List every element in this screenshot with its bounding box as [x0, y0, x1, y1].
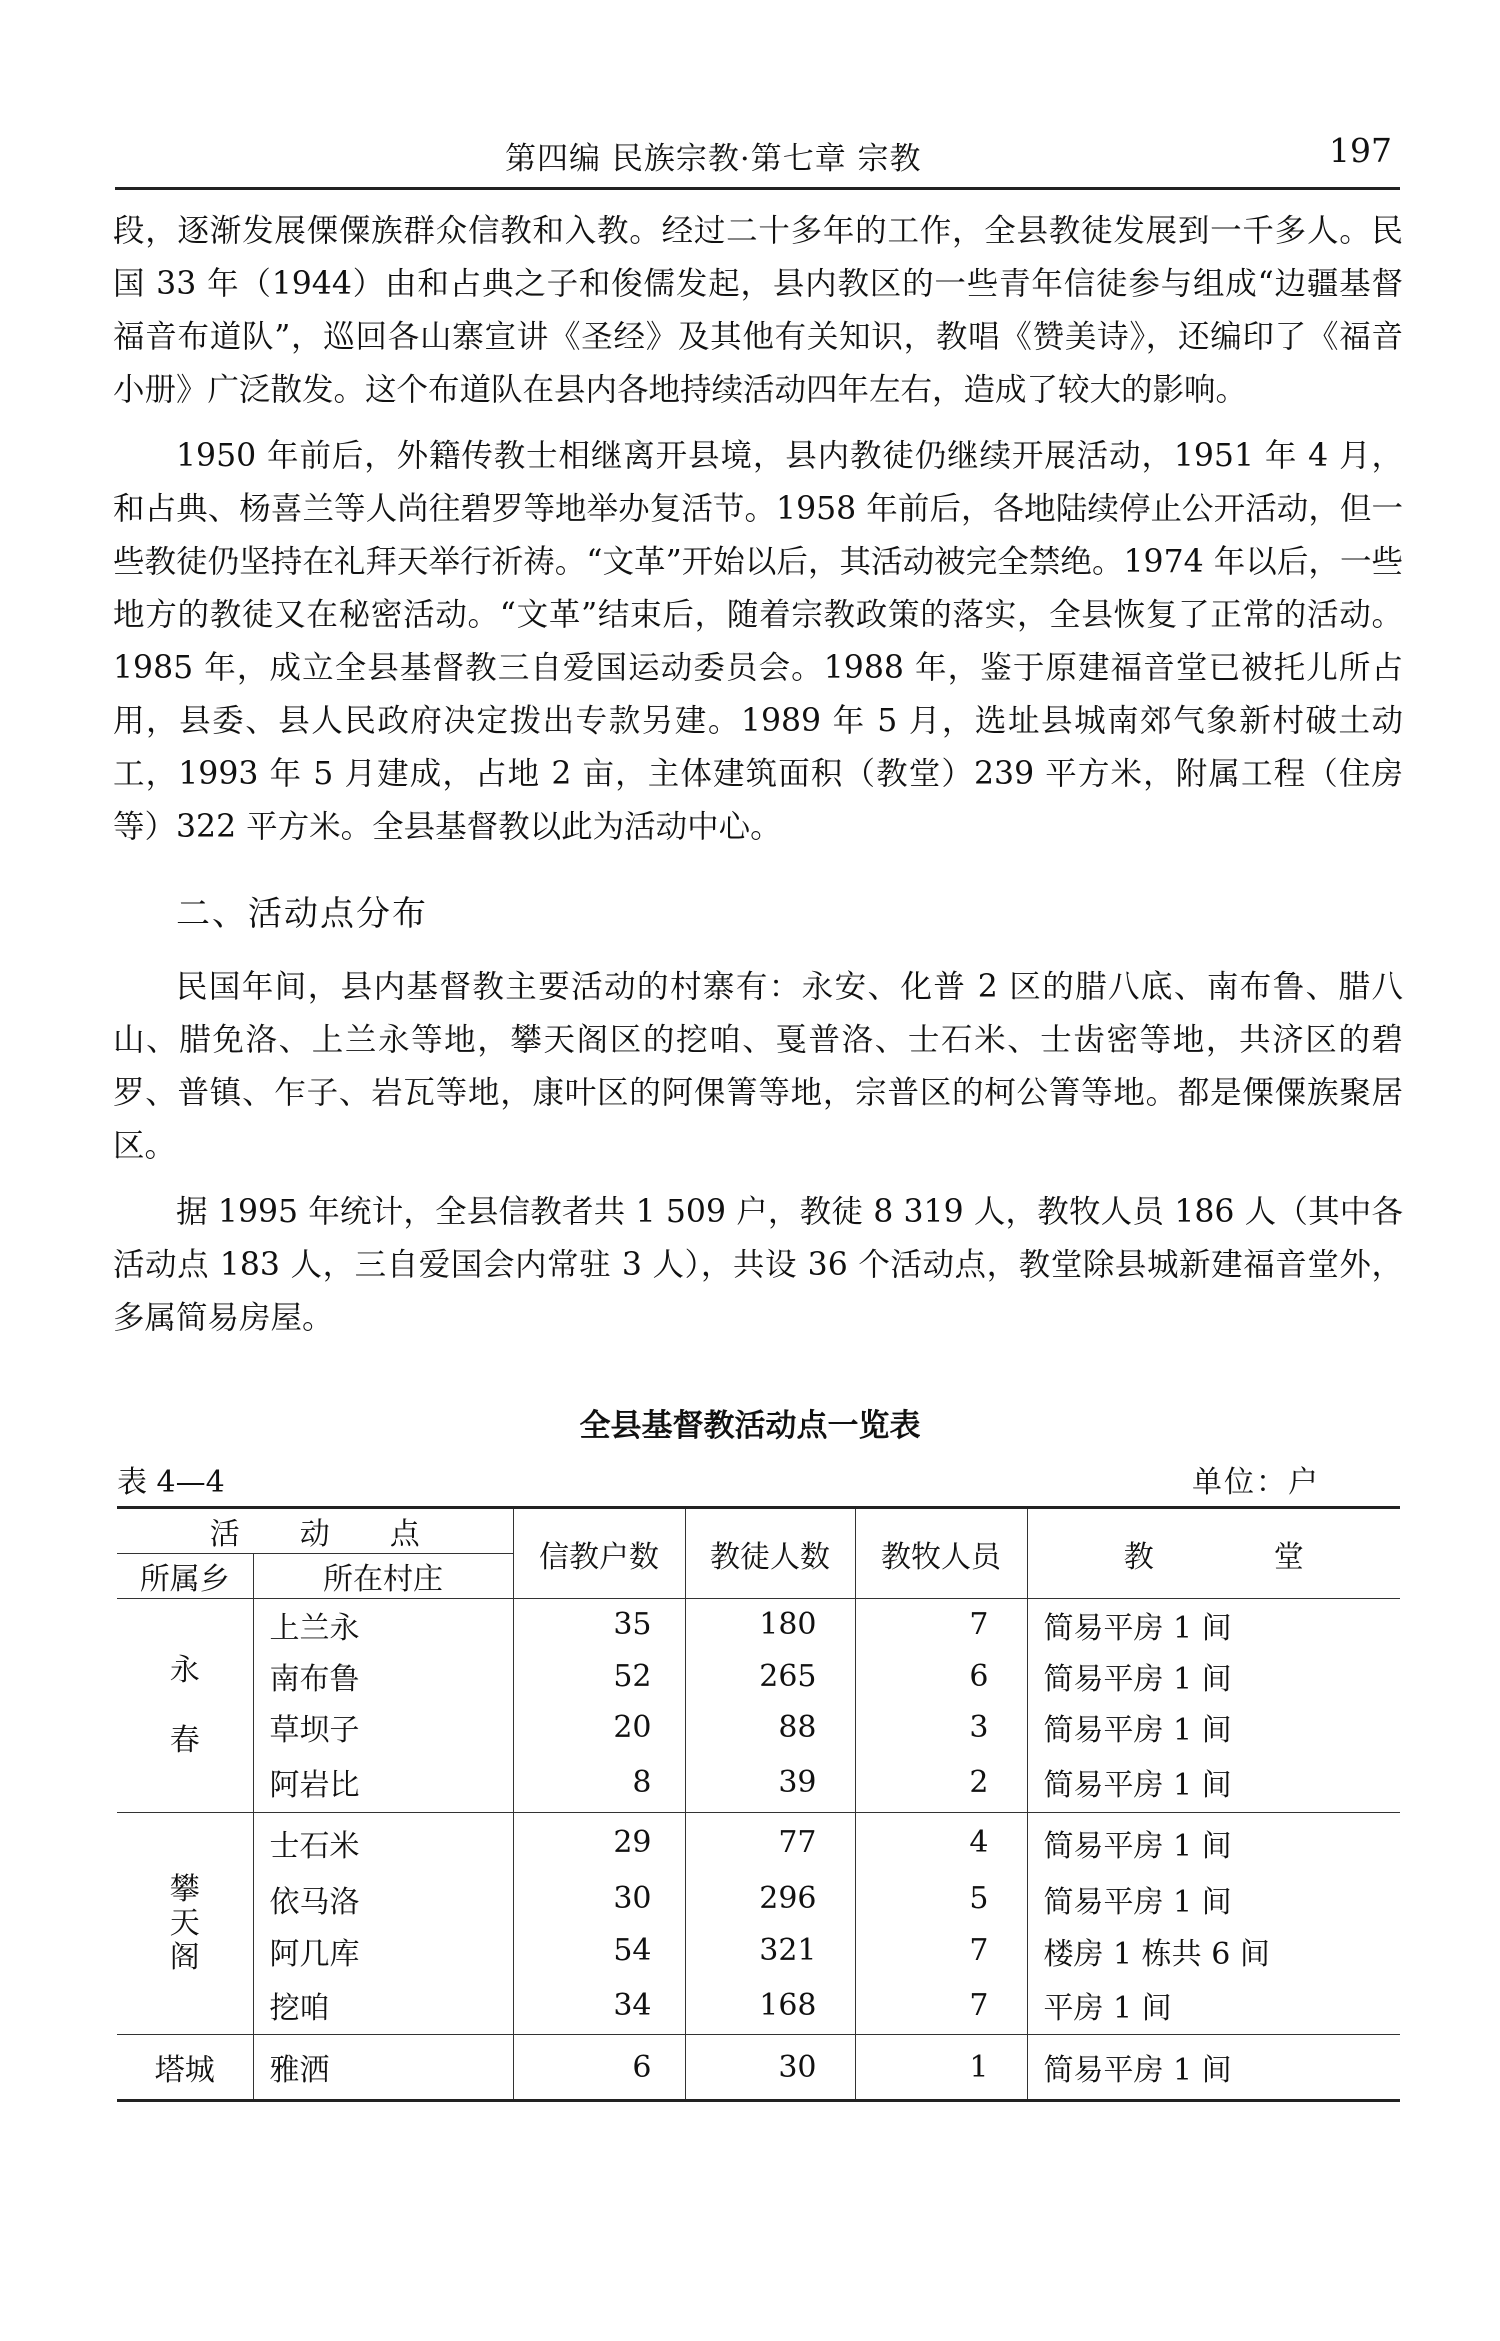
paragraph-4: 据 1995 年统计，全县信教者共 1 509 户，教徒 8 319 人，教牧人员 186 人（其中各活动点 183 人，三自爱国会内常驻 3 人），共设 36 个活动点，教堂除县城新建福音堂外，多属简易房屋。 — [113, 1194, 1403, 1336]
village-cell: 草坝子 — [253, 1702, 513, 1753]
believers-cell: 39 — [685, 1753, 855, 1813]
believers-cell: 88 — [685, 1702, 855, 1753]
village-cell: 士石米 — [253, 1813, 513, 1873]
village-cell: 南布鲁 — [253, 1651, 513, 1702]
clergy-cell: 4 — [855, 1813, 1027, 1873]
table-row — [117, 1813, 1400, 1873]
households-cell: 29 — [513, 1813, 685, 1873]
believers-cell: 77 — [685, 1813, 855, 1873]
believers-cell: 180 — [685, 1599, 855, 1651]
believers-cell: 296 — [685, 1873, 855, 1925]
chapter-title: 第四编 民族宗教·第七章 宗教 — [505, 141, 922, 177]
households-cell: 35 — [513, 1599, 685, 1651]
church-cell: 简易平房 1 间 — [1027, 1813, 1400, 1873]
table-row — [117, 1702, 1400, 1753]
township-cell: 塔城 — [154, 2053, 215, 2088]
church-sites-table — [117, 1506, 1400, 2102]
clergy-cell: 7 — [855, 1925, 1027, 1977]
church-cell: 楼房 1 栋共 6 间 — [1027, 1925, 1400, 1977]
village-cell: 上兰永 — [253, 1599, 513, 1651]
believers-cell: 321 — [685, 1925, 855, 1977]
believers-cell: 168 — [685, 1977, 855, 2035]
church-cell: 简易平房 1 间 — [1027, 1702, 1400, 1753]
believers-cell: 30 — [685, 2035, 855, 2101]
church-cell: 简易平房 1 间 — [1027, 2035, 1400, 2101]
header-village: 所在村庄 — [253, 1554, 513, 1599]
paragraph-2: 1950 年前后，外籍传教士相继离开县境，县内教徒仍继续开展活动，1951 年 4 月，和占典、杨喜兰等人尚往碧罗等地举办复活节。1958 年前后，各地陆续停止公开活动，但一些教徒仍坚持在礼拜天举行祈祷。“文革”开始以后，其活动被完全禁绝。1974 年以后，一些地方的教徒又在秘密活动。“文革”结束后，随着宗教政策的落实，全县恢复了正常的活动。1985 年，成立全县基督教三自爱国运动委员会。1988 年，鉴于原建福音堂已被托儿所占用，县委、县人民政府决定拨出专款另建。1989 年 5 月，选址县城南郊气象新村破土动工，1993 年 5 月建成，占地 2 亩，主体建筑面积（教堂）239 平方米，附属工程（住房等）322 平方米。全县基督教以此为活动中心。 — [113, 438, 1403, 845]
header-activity-point: 活 动 点 — [117, 1508, 513, 1554]
households-cell: 34 — [513, 1977, 685, 2035]
page-number: 197 — [1329, 131, 1392, 170]
table-row — [117, 1873, 1400, 1925]
village-cell: 雅洒 — [253, 2035, 513, 2101]
church-cell: 简易平房 1 间 — [1027, 1873, 1400, 1925]
table-row — [117, 2035, 1400, 2101]
table-row — [117, 1651, 1400, 1702]
believers-cell: 265 — [685, 1651, 855, 1702]
clergy-cell: 3 — [855, 1702, 1027, 1753]
clergy-cell: 2 — [855, 1753, 1027, 1813]
households-cell: 6 — [513, 2035, 685, 2101]
table-row — [117, 1925, 1400, 1977]
church-cell: 简易平房 1 间 — [1027, 1651, 1400, 1702]
header-township: 所属乡 — [139, 1562, 230, 1597]
clergy-cell: 7 — [855, 1599, 1027, 1651]
header-clergy: 教牧人员 — [855, 1508, 1027, 1599]
township-cell: 攀 天 阁 — [169, 1871, 200, 1975]
township-cell: 永 春 — [169, 1652, 200, 1758]
paragraph-3: 民国年间，县内基督教主要活动的村寨有：永安、化普 2 区的腊八底、南布鲁、腊八山、腊免洛、上兰永等地，攀天阁区的挖咱、戛普洛、士石米、士齿密等地，共济区的碧罗、普镇、乍子、岩瓦等地，康叶区的阿倮箐等地，宗普区的柯公箐等地。都是傈僳族聚居区。 — [113, 969, 1403, 1164]
body-text — [113, 205, 1403, 1358]
clergy-cell: 6 — [855, 1651, 1027, 1702]
table-row — [117, 1753, 1400, 1813]
table-row — [117, 1599, 1400, 1651]
church-cell: 简易平房 1 间 — [1027, 1753, 1400, 1813]
clergy-cell: 1 — [855, 2035, 1027, 2101]
church-cell: 平房 1 间 — [1027, 1977, 1400, 2035]
households-cell: 54 — [513, 1925, 685, 1977]
households-cell: 52 — [513, 1651, 685, 1702]
header-households: 信教户数 — [513, 1508, 685, 1599]
table-number: 表 4—4 — [117, 1465, 225, 1500]
header-believers: 教徒人数 — [685, 1508, 855, 1599]
table-unit: 单位：户 — [1192, 1465, 1320, 1500]
village-cell: 依马洛 — [253, 1873, 513, 1925]
header-church: 教 堂 — [1027, 1508, 1400, 1599]
households-cell: 8 — [513, 1753, 685, 1813]
households-cell: 30 — [513, 1873, 685, 1925]
clergy-cell: 7 — [855, 1977, 1027, 2035]
village-cell: 阿岩比 — [253, 1753, 513, 1813]
table-row — [117, 1977, 1400, 2035]
households-cell: 20 — [513, 1702, 685, 1753]
village-cell: 阿几库 — [253, 1925, 513, 1977]
paragraph-1: 段，逐渐发展傈僳族群众信教和入教。经过二十多年的工作，全县教徒发展到一千多人。民国 33 年（1944）由和占典之子和俊儒发起，县内教区的一些青年信徒参与组成“边疆基督福音布道队”，巡回各山寨宣讲《圣经》及其他有关知识，教唱《赞美诗》，还编印了《福音小册》广泛散发。这个布道队在县内各地持续活动四年左右，造成了较大的影响。 — [113, 213, 1403, 408]
clergy-cell: 5 — [855, 1873, 1027, 1925]
running-header — [115, 125, 1400, 190]
church-cell: 简易平房 1 间 — [1027, 1599, 1400, 1651]
table-title: 全县基督教活动点一览表 — [579, 1408, 921, 1444]
village-cell: 挖咱 — [253, 1977, 513, 2035]
section-heading: 二、活动点分布 — [176, 894, 428, 934]
